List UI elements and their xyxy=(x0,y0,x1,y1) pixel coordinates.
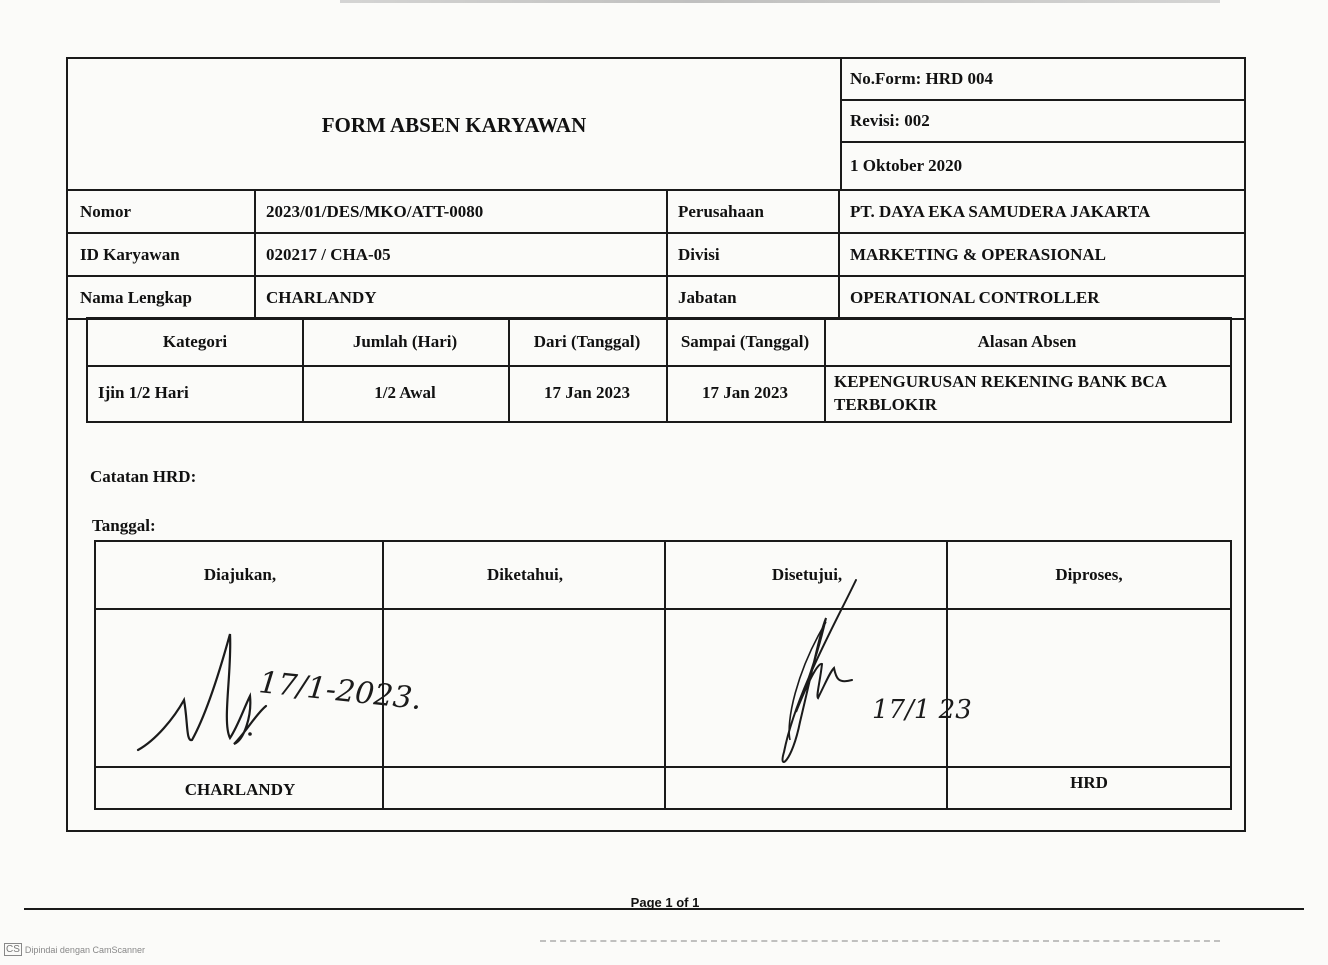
page-number: Page 1 of 1 xyxy=(630,895,700,910)
col-dari: Dari (Tanggal) xyxy=(533,332,641,351)
jabatan-value: OPERATIONAL CONTROLLER xyxy=(850,287,1100,307)
col-kategori: Kategori xyxy=(162,332,228,351)
signature-date-1: 17/1-2023. xyxy=(257,665,424,718)
signer-name-diproses: HRD xyxy=(1070,773,1108,792)
nama-value: CHARLANDY xyxy=(266,287,377,307)
signer-name-diketahui xyxy=(384,768,666,812)
signature-approver xyxy=(756,572,972,772)
sampai-value: 17 Jan 2023 xyxy=(702,383,788,402)
scan-artifact-top xyxy=(340,0,1220,3)
absence-header-row xyxy=(88,319,1230,367)
scan-artifact-bottom xyxy=(540,940,1220,942)
info-row-nama xyxy=(68,277,1246,320)
form-number: No.Form: HRD 004 xyxy=(840,59,1246,101)
form-revision: Revisi: 002 xyxy=(840,101,1246,143)
sig-header-diketahui: Diketahui, xyxy=(486,565,564,584)
info-row-id xyxy=(68,234,1246,277)
divisi-label: Divisi xyxy=(678,244,720,264)
col-sampai: Sampai (Tanggal) xyxy=(680,332,810,351)
info-row-nomor xyxy=(68,191,1246,234)
dari-value: 17 Jan 2023 xyxy=(544,383,630,402)
nomor-label: Nomor xyxy=(80,201,131,221)
signer-name-disetujui xyxy=(666,768,948,812)
signature-charlandy xyxy=(126,622,424,762)
form-date: 1 Oktober 2020 xyxy=(850,156,963,175)
signature-table xyxy=(94,540,1232,810)
sig-header-diajukan: Diajukan, xyxy=(203,565,277,584)
signature-header-row xyxy=(96,542,1230,610)
scanner-watermark xyxy=(4,943,145,956)
signer-name-diajukan: CHARLANDY xyxy=(184,780,296,799)
camscanner-icon: CS xyxy=(6,944,20,955)
perusahaan-label: Perusahaan xyxy=(678,201,764,221)
id-label: ID Karyawan xyxy=(80,244,180,264)
jumlah-value: 1/2 Awal xyxy=(374,383,436,402)
absence-table xyxy=(86,317,1232,423)
absence-data-row xyxy=(88,365,1230,421)
catatan-hrd-label: Catatan HRD: xyxy=(90,467,197,486)
sig-header-diproses: Diproses, xyxy=(1055,565,1123,584)
id-value: 020217 / CHA-05 xyxy=(266,244,391,264)
nomor-value: 2023/01/DES/MKO/ATT-0080 xyxy=(266,201,484,221)
nama-label: Nama Lengkap xyxy=(80,287,192,307)
alasan-value: KEPENGURUSAN REKENING BANK BCA TERBLOKIR xyxy=(834,372,1167,414)
scanner-text: Dipindai dengan CamScanner xyxy=(24,944,145,955)
col-jumlah: Jumlah (Hari) xyxy=(352,332,458,351)
signature-date-2: 17/1 23 xyxy=(872,695,972,725)
signature-footer-row xyxy=(96,766,1230,812)
perusahaan-value: PT. DAYA EKA SAMUDERA JAKARTA xyxy=(850,201,1151,221)
sig-header-disetujui: Disetujui, xyxy=(771,565,843,584)
kategori-value: Ijin 1/2 Hari xyxy=(98,383,189,402)
col-alasan: Alasan Absen xyxy=(977,332,1077,351)
tanggal-label: Tanggal: xyxy=(92,516,156,535)
jabatan-label: Jabatan xyxy=(678,287,737,307)
form-title: FORM ABSEN KARYAWAN xyxy=(68,59,842,191)
divisi-value: MARKETING & OPERASIONAL xyxy=(850,244,1106,264)
